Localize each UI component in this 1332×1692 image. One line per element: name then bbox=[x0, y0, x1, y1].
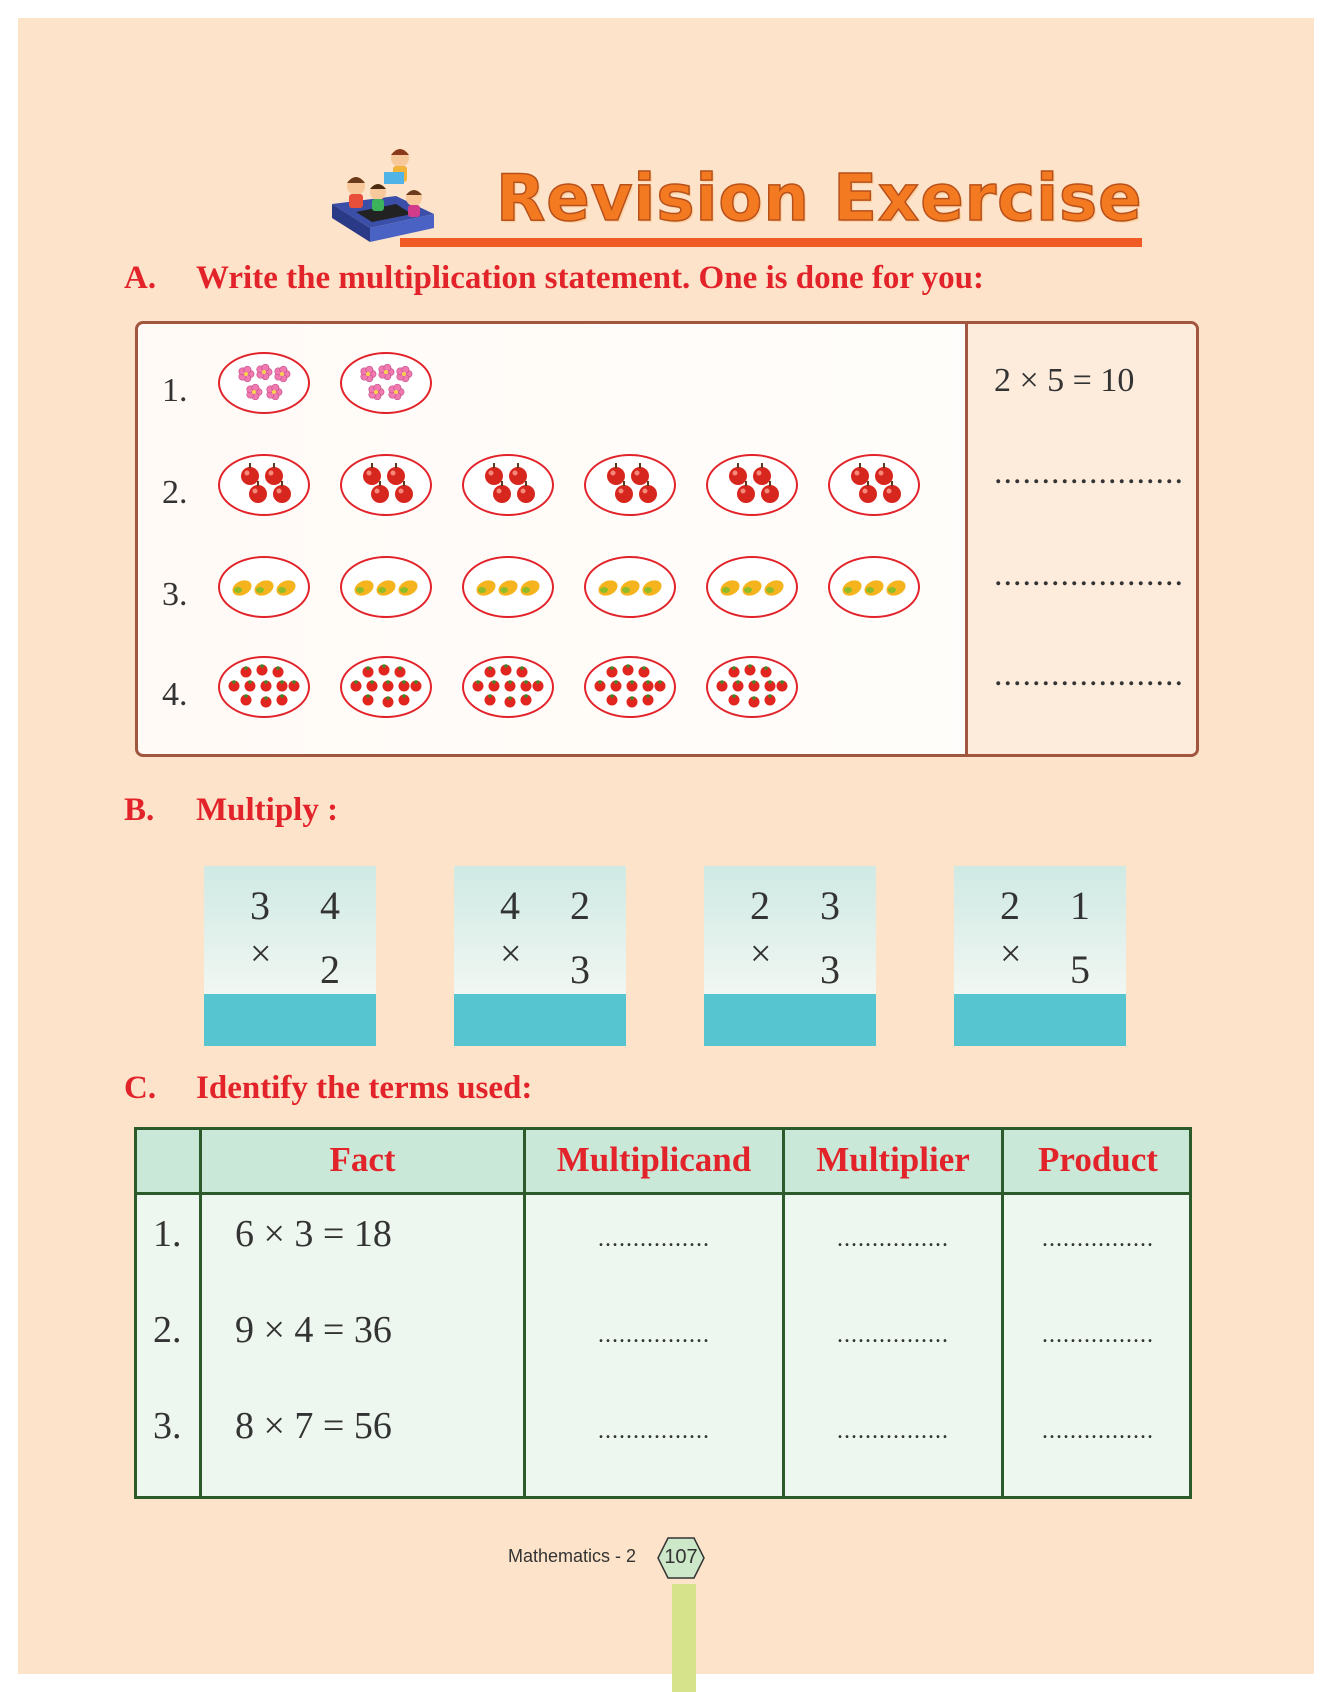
top-ones-digit: 1 bbox=[1070, 883, 1090, 928]
tomato-group bbox=[584, 656, 676, 718]
answer-box[interactable] bbox=[954, 994, 1126, 1046]
top-tens-digit: 2 bbox=[1000, 883, 1020, 928]
page-number-badge bbox=[656, 1536, 706, 1580]
multiply-problem bbox=[204, 866, 376, 1046]
mango-icon bbox=[640, 577, 664, 598]
multiplicand-blank[interactable]: ................ bbox=[598, 1322, 710, 1348]
book-name: Mathematics - 2 bbox=[508, 1546, 637, 1566]
tomato-icon bbox=[241, 694, 252, 705]
picture-row bbox=[138, 556, 958, 626]
tomato-icon bbox=[639, 666, 650, 677]
apple-icon bbox=[753, 463, 771, 485]
problem-card bbox=[204, 866, 376, 994]
tomato-icon bbox=[261, 680, 272, 691]
tomato-icon bbox=[521, 694, 532, 705]
mango-group bbox=[706, 556, 798, 618]
header-multiplier: Multiplier bbox=[816, 1140, 970, 1179]
apple-group bbox=[828, 454, 920, 516]
tomato-icon bbox=[399, 694, 410, 705]
problem-card bbox=[704, 866, 876, 994]
mango-icon bbox=[718, 577, 742, 598]
apple-group bbox=[706, 454, 798, 516]
tomato-icon bbox=[765, 680, 776, 691]
row-number: 3. bbox=[162, 576, 188, 613]
mango-icon bbox=[618, 577, 642, 598]
apple-icon bbox=[485, 463, 503, 485]
tomato-icon bbox=[485, 694, 496, 705]
flower-icon bbox=[379, 364, 394, 380]
tomato-icon bbox=[505, 696, 516, 707]
apple-group bbox=[462, 454, 554, 516]
times-sign: × bbox=[500, 933, 522, 975]
tomato-icon bbox=[241, 666, 252, 677]
tomato-icon bbox=[473, 680, 484, 691]
fact-text: 9 × 4 = 36 bbox=[235, 1309, 392, 1351]
apple-group bbox=[218, 454, 310, 516]
tomato-icon bbox=[257, 664, 268, 675]
tomato-icon bbox=[717, 680, 728, 691]
mango-icon bbox=[230, 577, 254, 598]
apple-icon bbox=[363, 463, 381, 485]
top-tens-digit: 3 bbox=[250, 883, 270, 928]
tomato-group bbox=[340, 656, 432, 718]
times-sign: × bbox=[250, 933, 272, 975]
tomato-icon bbox=[611, 680, 622, 691]
apple-icon bbox=[387, 463, 405, 485]
tomato-group bbox=[218, 656, 310, 718]
flower-icon bbox=[267, 384, 282, 400]
tomato-icon bbox=[395, 666, 406, 677]
tomato-icon bbox=[643, 694, 654, 705]
flower-group bbox=[340, 352, 432, 414]
tomato-icon bbox=[749, 696, 760, 707]
apple-icon bbox=[241, 463, 259, 485]
tomato-group bbox=[462, 656, 554, 718]
bottom-digit: 5 bbox=[1070, 947, 1090, 992]
multiply-problem bbox=[454, 866, 626, 1046]
picture-row bbox=[138, 454, 958, 524]
mango-icon bbox=[884, 577, 908, 598]
row-number: 3. bbox=[153, 1405, 182, 1447]
tomato-icon bbox=[745, 664, 756, 675]
tomato-icon bbox=[765, 694, 776, 705]
fact-text: 8 × 7 = 56 bbox=[235, 1405, 392, 1447]
picture-row bbox=[138, 656, 958, 726]
apple-group bbox=[340, 454, 432, 516]
apple-group bbox=[584, 454, 676, 516]
flower-icon bbox=[247, 384, 262, 400]
answer-2[interactable]: .................... bbox=[994, 454, 1184, 491]
section-b-letter: B. bbox=[124, 792, 155, 828]
fact-text: 6 × 3 = 18 bbox=[235, 1213, 392, 1255]
mango-icon bbox=[762, 577, 786, 598]
section-a-letter: A. bbox=[124, 260, 157, 296]
flower-icon bbox=[389, 384, 404, 400]
tomato-icon bbox=[367, 680, 378, 691]
tomato-icon bbox=[627, 696, 638, 707]
section-c-letter: C. bbox=[124, 1070, 157, 1106]
times-sign: × bbox=[1000, 933, 1022, 975]
section-c-heading bbox=[124, 1070, 532, 1107]
tomato-icon bbox=[749, 680, 760, 691]
mango-group bbox=[462, 556, 554, 618]
tomato-icon bbox=[245, 680, 256, 691]
product-blank[interactable]: ................ bbox=[1042, 1226, 1154, 1252]
row-number: 4. bbox=[162, 676, 188, 713]
product-blank[interactable]: ................ bbox=[1042, 1418, 1154, 1444]
multiplier-blank[interactable]: ................ bbox=[837, 1226, 949, 1252]
mango-icon bbox=[518, 577, 542, 598]
flower-icon bbox=[361, 366, 376, 382]
multiplicand-blank[interactable]: ................ bbox=[598, 1226, 710, 1252]
times-sign: × bbox=[750, 933, 772, 975]
page-stripe bbox=[672, 1584, 696, 1692]
answer-4[interactable]: .................... bbox=[994, 656, 1184, 693]
mango-group bbox=[828, 556, 920, 618]
flower-icon bbox=[397, 366, 412, 382]
apple-icon bbox=[851, 463, 869, 485]
mango-group bbox=[340, 556, 432, 618]
apple-icon bbox=[875, 463, 893, 485]
tomato-icon bbox=[261, 696, 272, 707]
tomato-icon bbox=[521, 680, 532, 691]
tomato-icon bbox=[277, 694, 288, 705]
tomato-icon bbox=[595, 680, 606, 691]
flower-icon bbox=[275, 366, 290, 382]
top-ones-digit: 3 bbox=[820, 883, 840, 928]
flower-group bbox=[218, 352, 310, 414]
bottom-digit: 3 bbox=[820, 947, 840, 992]
worksheet-page bbox=[18, 18, 1314, 1674]
mango-icon bbox=[352, 577, 376, 598]
tomato-icon bbox=[623, 664, 634, 675]
mango-icon bbox=[840, 577, 864, 598]
kids-reading-icon bbox=[326, 142, 438, 252]
section-a-text: Write the multiplication statement. One is done for you: bbox=[196, 260, 984, 296]
flower-icon bbox=[257, 364, 272, 380]
header-multiplicand: Multiplicand bbox=[556, 1140, 752, 1179]
mango-icon bbox=[496, 577, 520, 598]
page-number: 107 bbox=[664, 1546, 698, 1568]
mango-icon bbox=[862, 577, 886, 598]
tomato-icon bbox=[655, 680, 666, 691]
col-line-1 bbox=[199, 1130, 202, 1496]
tomato-icon bbox=[501, 664, 512, 675]
row-number: 2. bbox=[153, 1309, 182, 1351]
answer-box[interactable] bbox=[454, 994, 626, 1046]
mango-group bbox=[218, 556, 310, 618]
tomato-icon bbox=[229, 680, 240, 691]
section-b-text: Multiply : bbox=[196, 792, 339, 828]
top-ones-digit: 2 bbox=[570, 883, 590, 928]
tomato-icon bbox=[351, 680, 362, 691]
mango-icon bbox=[474, 577, 498, 598]
section-a-heading bbox=[124, 260, 984, 297]
tomato-icon bbox=[729, 666, 740, 677]
mango-icon bbox=[740, 577, 764, 598]
picture-row bbox=[138, 352, 958, 422]
title-underline bbox=[400, 238, 1142, 247]
tomato-icon bbox=[489, 680, 500, 691]
top-tens-digit: 2 bbox=[750, 883, 770, 928]
section-a-box bbox=[135, 321, 1199, 757]
tomato-icon bbox=[607, 694, 618, 705]
tomato-icon bbox=[363, 666, 374, 677]
bottom-digit: 3 bbox=[570, 947, 590, 992]
tomato-icon bbox=[533, 680, 544, 691]
tomato-icon bbox=[277, 680, 288, 691]
tomato-icon bbox=[505, 680, 516, 691]
answer-1: 2 × 5 = 10 bbox=[994, 362, 1135, 399]
tomato-icon bbox=[733, 680, 744, 691]
answer-3[interactable]: .................... bbox=[994, 556, 1184, 593]
tomato-icon bbox=[289, 680, 300, 691]
mango-group bbox=[584, 556, 676, 618]
apple-icon bbox=[631, 463, 649, 485]
multiplier-blank[interactable]: ................ bbox=[837, 1418, 949, 1444]
product-blank[interactable]: ................ bbox=[1042, 1322, 1154, 1348]
apple-icon bbox=[265, 463, 283, 485]
tomato-icon bbox=[761, 666, 772, 677]
tomato-icon bbox=[607, 666, 618, 677]
title-area bbox=[318, 138, 1148, 258]
tomato-icon bbox=[485, 666, 496, 677]
header-product: Product bbox=[1038, 1140, 1158, 1179]
mango-icon bbox=[252, 577, 276, 598]
header-fact: Fact bbox=[329, 1140, 396, 1179]
section-c-text: Identify the terms used: bbox=[196, 1070, 533, 1106]
tomato-icon bbox=[273, 666, 284, 677]
row-number: 1. bbox=[153, 1213, 182, 1255]
row-number: 1. bbox=[162, 372, 188, 409]
multiplicand-blank[interactable]: ................ bbox=[598, 1418, 710, 1444]
tomato-icon bbox=[399, 680, 410, 691]
tomato-icon bbox=[643, 680, 654, 691]
tomato-group bbox=[706, 656, 798, 718]
section-b-heading bbox=[124, 792, 338, 829]
tomato-icon bbox=[729, 694, 740, 705]
top-ones-digit: 4 bbox=[320, 883, 340, 928]
tomato-icon bbox=[777, 680, 788, 691]
page-title: Revision Exercise bbox=[496, 162, 1143, 236]
flower-icon bbox=[239, 366, 254, 382]
problem-card bbox=[954, 866, 1126, 994]
answer-box[interactable] bbox=[204, 994, 376, 1046]
top-tens-digit: 4 bbox=[500, 883, 520, 928]
apple-icon bbox=[509, 463, 527, 485]
tomato-icon bbox=[517, 666, 528, 677]
bottom-digit: 2 bbox=[320, 947, 340, 992]
problem-card bbox=[454, 866, 626, 994]
tomato-icon bbox=[383, 680, 394, 691]
apple-icon bbox=[607, 463, 625, 485]
mango-icon bbox=[374, 577, 398, 598]
tomato-icon bbox=[411, 680, 422, 691]
row-number: 2. bbox=[162, 474, 188, 511]
tomato-icon bbox=[379, 664, 390, 675]
tomato-icon bbox=[383, 696, 394, 707]
terms-table bbox=[134, 1127, 1192, 1499]
multiply-problem bbox=[704, 866, 876, 1046]
mango-icon bbox=[274, 577, 298, 598]
mango-icon bbox=[596, 577, 620, 598]
tomato-icon bbox=[627, 680, 638, 691]
multiply-problem bbox=[954, 866, 1126, 1046]
flower-icon bbox=[369, 384, 384, 400]
apple-icon bbox=[729, 463, 747, 485]
answer-box[interactable] bbox=[704, 994, 876, 1046]
answer-divider bbox=[965, 324, 968, 754]
multiplier-blank[interactable]: ................ bbox=[837, 1322, 949, 1348]
mango-icon bbox=[396, 577, 420, 598]
tomato-icon bbox=[363, 694, 374, 705]
